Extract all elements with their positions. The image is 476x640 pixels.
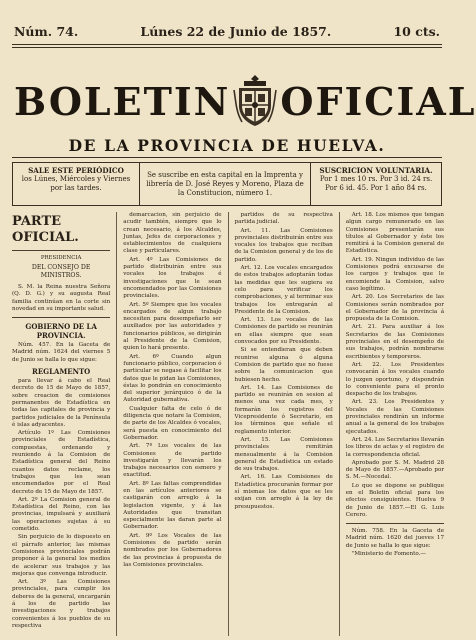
- paragraph: Cualquier falta de celo ó de diligencia que notare la Comision, de parte de los Alcaldes ó vocales, será puesta en conocimiento del Gobernador.: [123, 405, 222, 441]
- paragraph: Art. 4º Las Comisiones de partido distribuirán entre sus vocales los trabajos é investigaciones que le sean encomendados por las Comisiones provinciales.: [123, 256, 222, 300]
- subscription-title: SUSCRICION VOLUNTARIA.: [319, 166, 433, 175]
- paragraph: Art. 11. Las Comisiones provinciales distribuirán entre sus vocales los trabajos que reciban de la Comision general y de los de partido.: [234, 227, 333, 263]
- paragraph: Aprobado por S. M. Madrid 28 de Mayo de 1857.—Aprobado por S. M.—Nocedal.: [345, 459, 445, 481]
- column-1: [12, 212, 110, 636]
- divider: [12, 317, 110, 318]
- paragraph: Núm. 457. En la Gaceta de Madrid núm. 1624 del viernes 5 de Junio se halla lo que sigue:: [12, 342, 111, 363]
- paragraph: Artículo 1º Las Comisiones provinciales de Estadística, compuestas, ordenando y reuniendo á la Comision de Estadística general del Reino cuantos datos reclame, los trabajos que les sean encomendados por el Real decreto de 15 de Mayo de 1857.: [12, 430, 111, 495]
- column-2: [123, 212, 221, 636]
- divider: [346, 523, 444, 524]
- paragraph: Si se entendieran que deben reunirse alguna ó alguna Comision de partido que no fuese sobre la comunicacion que hubiesen hecho.: [234, 347, 333, 383]
- subtitle-rule: [12, 157, 442, 158]
- masthead-word-right: OFICIAL: [280, 78, 476, 124]
- paragraph: demarcacion, sin perjuicio de acudir también, siempre que lo crean necesario, á los Alcaldes, Juntas, Jefes de corporaciones y establecimientos de cualquiera clase y particulares.: [123, 212, 222, 255]
- masthead-word-left: BOLETIN: [14, 78, 231, 124]
- paragraph: Art. 15. Las Comisiones provinciales remitirán mensualmente á la Comision general de Estadística un estado de sus trabajos.: [234, 436, 333, 473]
- paragraph: Art. 20. Los Secretarios de las Comisiones serán nombrados por el Gobernador de la provincia á propuesta de la Comision.: [345, 294, 445, 323]
- paragraph: Art. 21. Para auxiliar á los Secretarios de las Comisiones provinciales en el desempeño de sus trabajos, podrán nombrarse escribientes y temporeros.: [345, 324, 445, 360]
- paragraph: Lo que se dispone se publique en el Boletin oficial para los efectos consiguientes. Huelva 9 de Junio de 1857.—El G. Luis Cerero.: [345, 482, 445, 518]
- column-divider: [339, 212, 340, 636]
- article-columns: [12, 212, 444, 636]
- council-label: DEL CONSEJO DE MINISTROS.: [31, 264, 91, 279]
- royal-coat-of-arms-icon: [230, 72, 280, 130]
- paragraph: "Ministerio de Fomento.—: [351, 551, 426, 558]
- divider: [12, 250, 110, 251]
- paragraph: Art. 24. Los Secretarios llevarán los libros de actas y el registro de la correspondencia oficial.: [345, 436, 445, 458]
- subscription-place-box: [140, 162, 310, 206]
- regulation-heading: REGLAMENTO: [32, 367, 91, 377]
- frequency-box: [12, 162, 140, 206]
- paragraph: Art. 7º Los vocales de las Comisiones de partido investigarán y llevarán los trabajos necesarios con esmero y exactitud.: [123, 443, 222, 479]
- paragraph: Art. 9º Los Vocales de las Comisiones de partido serán nombrados por los Gobernadores de las provincias á propuesta de las Comisiones provinciales.: [123, 532, 222, 568]
- paragraph: partidos de su respectiva partida judicial.: [234, 212, 333, 226]
- paragraph: Art. 19. Ningun individuo de las Comisiones podrá excusarse de los cargos y trabajos que le encomiende la Comision, salvo caso legítimo.: [345, 256, 445, 292]
- column-4: [346, 212, 444, 636]
- subscription-box: [310, 162, 442, 206]
- paragraph: Art. 13. Los vocales de las Comisiones de partido se reunirán en ellas siempre que sean convocados por su Presidente.: [234, 317, 333, 346]
- government-heading: GOBIERNO DE LA PROVINCIA.: [25, 322, 97, 341]
- issue-price: 10 cts.: [393, 24, 440, 39]
- subscription-place: Se suscribe en esta capital en la Imprenta y librería de D. José Reyes y Moreno, Plaza de la Constitucion, número 1.: [146, 170, 304, 197]
- column-divider: [228, 212, 229, 636]
- masthead: [14, 72, 476, 130]
- column-3: [235, 212, 333, 636]
- publication-info: [12, 162, 442, 206]
- header-rule-thin: [12, 47, 442, 48]
- presidency-label: PRESIDENCIA: [40, 255, 82, 261]
- paragraph: Sin perjuicio de lo dispuesto en el párrafo anterior, las mismas Comisiones provinciales podrán proponer á la general los medios de acelerar sus trabajos y las mejoras que convenga introducir.: [12, 534, 111, 577]
- paragraph: Art. 18. Los mismos que tengan algun cargo remunerado en las Comisiones presentarán sus títulos al Gobernador y éste los remitirá á la Comision general de Estadística.: [345, 212, 445, 255]
- paragraph: Art. 2º La Comision general de Estadística del Reino, con las provincias, impulsará y auxiliará las operaciones sujetas á su cometido.: [12, 496, 111, 533]
- section-title: PARTE OFICIAL.: [12, 214, 79, 245]
- paragraph: Art. 5º Siempre que los vocales encargados de algun trabajo necesiten para desempeñarlo ser auxiliados por las autoridades y funcionarios públicos, se dirigirán al Presidente de la Comision, quien lo hará presente.: [123, 301, 222, 352]
- subscription-prices: Por 1 mes 10 rs. Por 3 id. 24 rs. Por 6 id. 45. Por 1 año 84 rs.: [319, 175, 433, 192]
- paragraph: Art. 14. Las Comisiones de partido se reunirán en sesion al menos una vez cada mes, y formarán los registros del Vicepresidente ó Secretario, en los términos que señale el reglamento interior.: [234, 384, 333, 435]
- paragraph: Art. 8º Las faltas comprendidas en las artículos anteriores se castigarán con arreglo á la legislacion vigente, y á las Autoridades que transitan especialmente las daran parte al Gobernador.: [123, 480, 222, 531]
- column-divider: [116, 212, 117, 636]
- masthead-subtitle: DE LA PROVINCIA DE HUELVA.: [68, 136, 386, 155]
- issue-header: [14, 24, 440, 39]
- paragraph: para llevar á cabo el Real decreto de 15 de Mayo de 1857, sobre creacion de comisiones permanentes de Estadística en todas las capitales de provincia y partidos judiciales de la Península é islas adyacentes.: [12, 378, 111, 428]
- header-rule: [12, 44, 442, 45]
- issue-date: Lúnes 22 de Junio de 1857.: [140, 24, 332, 39]
- paragraph: Art. 12. Los vocales encargados de estos trabajos adoptarán todas las medidas que les sugiera su celo para verificar los comprobaciones, y al terminar sus trabajos los entregarán al Presidente de la Comision.: [234, 265, 333, 315]
- issue-number: Núm. 74.: [14, 24, 79, 39]
- paragraph: Art. 22. Los Presidentes convocarán á los vocales cuando lo juzgen oportuno, y dispondrán lo conveniente para el pronto despacho de los trabajos.: [345, 361, 445, 398]
- paragraph: Art. 16. Las Comisiones de Estadística procurarán formar por sí mismas los datos que se les exijan con arreglo á la ley de presupuestos.: [234, 474, 333, 510]
- paragraph: Art. 23. Los Presidentes y Vocales de las Comisiones provinciales rendirán un informe anual a la general de los trabajos ejecutados.: [345, 399, 445, 435]
- frequency-title: SALE ESTE PERIÓDICO: [28, 166, 124, 175]
- paragraph: S. M. la Reina nuestra Señora (Q. D. G.) y su augusta Real familia continúan en la corte sin novedad en su importante salud.: [12, 284, 111, 312]
- frequency-text: los Lúnes, Miércoles y Viernes por las tardes.: [21, 175, 131, 192]
- paragraph: Art. 3º Las Comisiones provinciales, para cumplir los deberes de la general, encargarán á los de partido las investigaciones y trabajos convenientes á los pueblos de su respectiva: [12, 579, 111, 629]
- paragraph: Art. 6º Cuando algun funcionario público, corporacion ó particular se negase á facilitar los datos que le pidan las Comisiones, éstas lo pondrán en conocimiento del superior jerárquico ó de la Autoridad gubernativa.: [123, 353, 222, 404]
- paragraph: Núm. 758. En la Gaceta de Madrid núm. 1620 del jueves 17 de Junio se halla lo que sigue:: [345, 528, 445, 549]
